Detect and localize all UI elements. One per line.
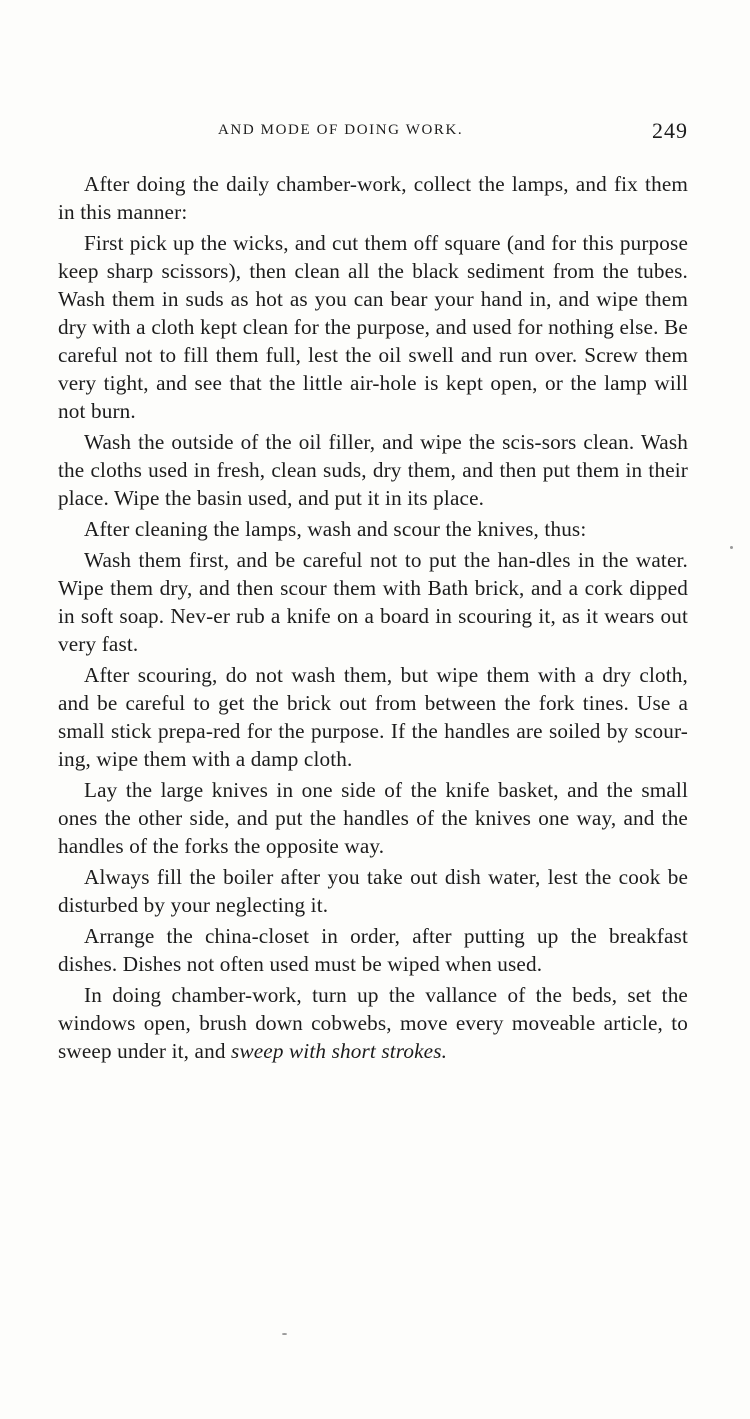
paragraph [58, 922, 688, 978]
paragraph [58, 170, 688, 226]
paragraph [58, 428, 688, 512]
paragraph-text: Lay the large knives in one side of the knife basket, and the small ones the other side, and put the handles of the knives one way, and the handles of the forks the opposite way. [58, 778, 688, 858]
paragraph-text: Wash them first, and be careful not to put the han-dles in the water. Wipe them dry, and then scour them with Bath brick, and a cork dipped in soft soap. Nev-er rub a knife on a board in scouring it, as it wears out very fast. [58, 548, 688, 656]
paragraph [58, 981, 688, 1065]
paragraph-text: Always fill the boiler after you take out dish water, lest the cook be disturbed by your neglecting it. [58, 865, 688, 917]
page-header [58, 118, 688, 152]
paragraph-text: After cleaning the lamps, wash and scour the knives, thus: [84, 517, 587, 541]
page-number: 249 [652, 118, 688, 143]
paragraph-text: Wash the outside of the oil filler, and wipe the scis-sors clean. Wash the cloths used in fresh, clean suds, dry them, and then put them in their place. Wipe the basin used, and put it in its place. [58, 430, 688, 510]
paragraph [58, 546, 688, 658]
running-head: AND MODE OF DOING WORK. [218, 122, 464, 138]
paragraph-text: Arrange the china-closet in order, after putting up the breakfast dishes. Dishes not often used must be wiped when used. [58, 924, 688, 976]
paper-speck [282, 1333, 287, 1335]
paragraph-text: After doing the daily chamber-work, collect the lamps, and fix them in this manner: [58, 172, 688, 224]
paragraph [58, 229, 688, 425]
paragraph-text: After scouring, do not wash them, but wipe them with a dry cloth, and be careful to get the brick out from between the fork tines. Use a small stick prepa-red for the purpose. If the handles are soiled by scour-ing, wipe them with a damp cloth. [58, 663, 688, 771]
paragraph [58, 515, 688, 543]
paper-speck [730, 546, 733, 549]
paragraph [58, 776, 688, 860]
paragraph [58, 661, 688, 773]
paragraph-text: First pick up the wicks, and cut them off square (and for this purpose keep sharp scissors), then clean all the black sediment from the tubes. Wash them in suds as hot as you can bear your hand in, and wipe them dry with a cloth kept clean for the purpose, and used for nothing else. Be careful not to fill them full, lest the oil swell and run over. Screw them very tight, and see that the little air-hole is kept open, or the lamp will not burn. [58, 231, 688, 423]
paragraph [58, 863, 688, 919]
italic-emphasis: sweep with short strokes. [231, 1039, 448, 1063]
paragraph-text: In doing chamber-work, turn up the vallance of the beds, set the windows open, brush down cobwebs, move every moveable article, to sweep under it, and [58, 983, 688, 1063]
body-text [58, 170, 688, 1068]
